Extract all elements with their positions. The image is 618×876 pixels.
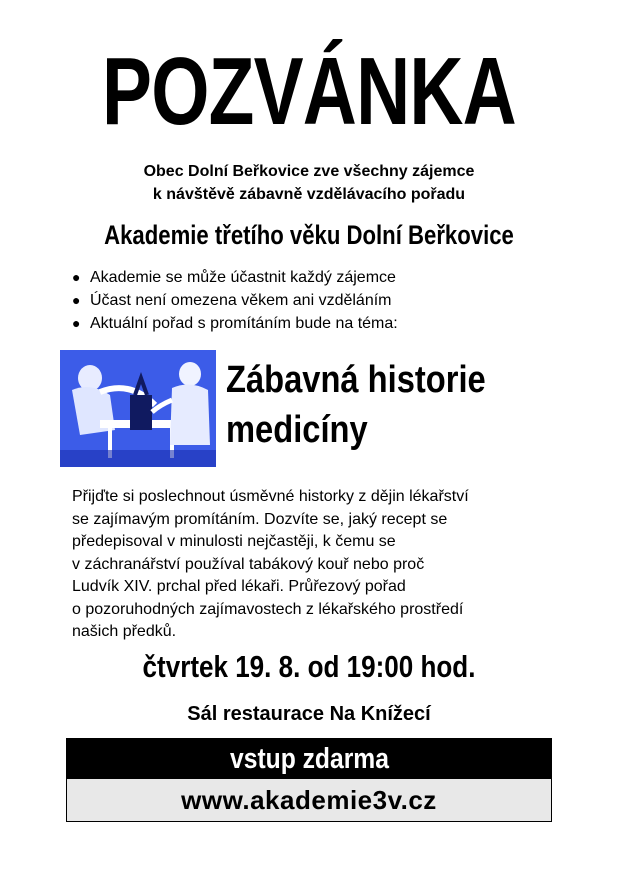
historical-medicine-photo-icon	[60, 350, 216, 467]
description-line: Přijďte si poslechnout úsměvné historky z dějin lékařství	[72, 488, 469, 505]
admission-banner	[67, 739, 551, 779]
event-date-time: čtvrtek 19. 8. od 19:00 hod.	[142, 649, 476, 684]
list-item	[72, 312, 398, 335]
page-title: POZVÁNKA	[102, 38, 516, 145]
intro-text	[0, 160, 618, 206]
description-line: o pozoruhodných zajímavostech z lékařského prostředí	[72, 600, 464, 618]
intro-line-1: Obec Dolní Beřkovice zve všechny zájemce	[143, 163, 475, 180]
bullet-text: Aktuální pořad s promítáním bude na téma:	[90, 315, 398, 332]
event-venue: Sál restaurace Na Knížecí	[187, 703, 431, 725]
description-line: Ludvík XIV. prchal před lékaři. Průřezový pořad	[72, 578, 406, 595]
intro-line-2: k návštěvě zábavně vzdělávacího pořadu	[152, 186, 466, 203]
list-item	[72, 266, 398, 289]
bullet-icon: ●	[72, 292, 81, 308]
description-line: v záchranářství používal tabákový kouř nebo proč	[72, 555, 425, 573]
description-line: našich předků.	[72, 623, 177, 640]
bullet-icon: ●	[72, 269, 81, 285]
admission-text: vstup zdarma	[229, 743, 389, 775]
website-banner	[67, 779, 551, 821]
bullet-text: Akademie se může účastnit každý zájemce	[90, 269, 396, 286]
admission-box	[66, 738, 552, 822]
bullet-icon: ●	[72, 315, 81, 331]
list-item	[72, 289, 398, 312]
description-line: se zajímavým promítáním. Dozvíte se, jaký recept se	[72, 510, 448, 528]
bullet-text: Účast není omezena věkem ani vzděláním	[90, 292, 392, 309]
description-text	[72, 486, 552, 644]
topic-heading	[226, 355, 536, 455]
description-line: předepisoval v minulosti nejčastěji, k čemu se	[72, 533, 396, 550]
topic-line-1: Zábavná historie	[226, 359, 486, 401]
website-text: www.akademie3v.cz	[181, 785, 437, 815]
topic-line-2: medicíny	[226, 409, 368, 451]
bullet-list	[72, 266, 398, 335]
organization-heading: Akademie třetího věku Dolní Beřkovice	[104, 220, 514, 250]
